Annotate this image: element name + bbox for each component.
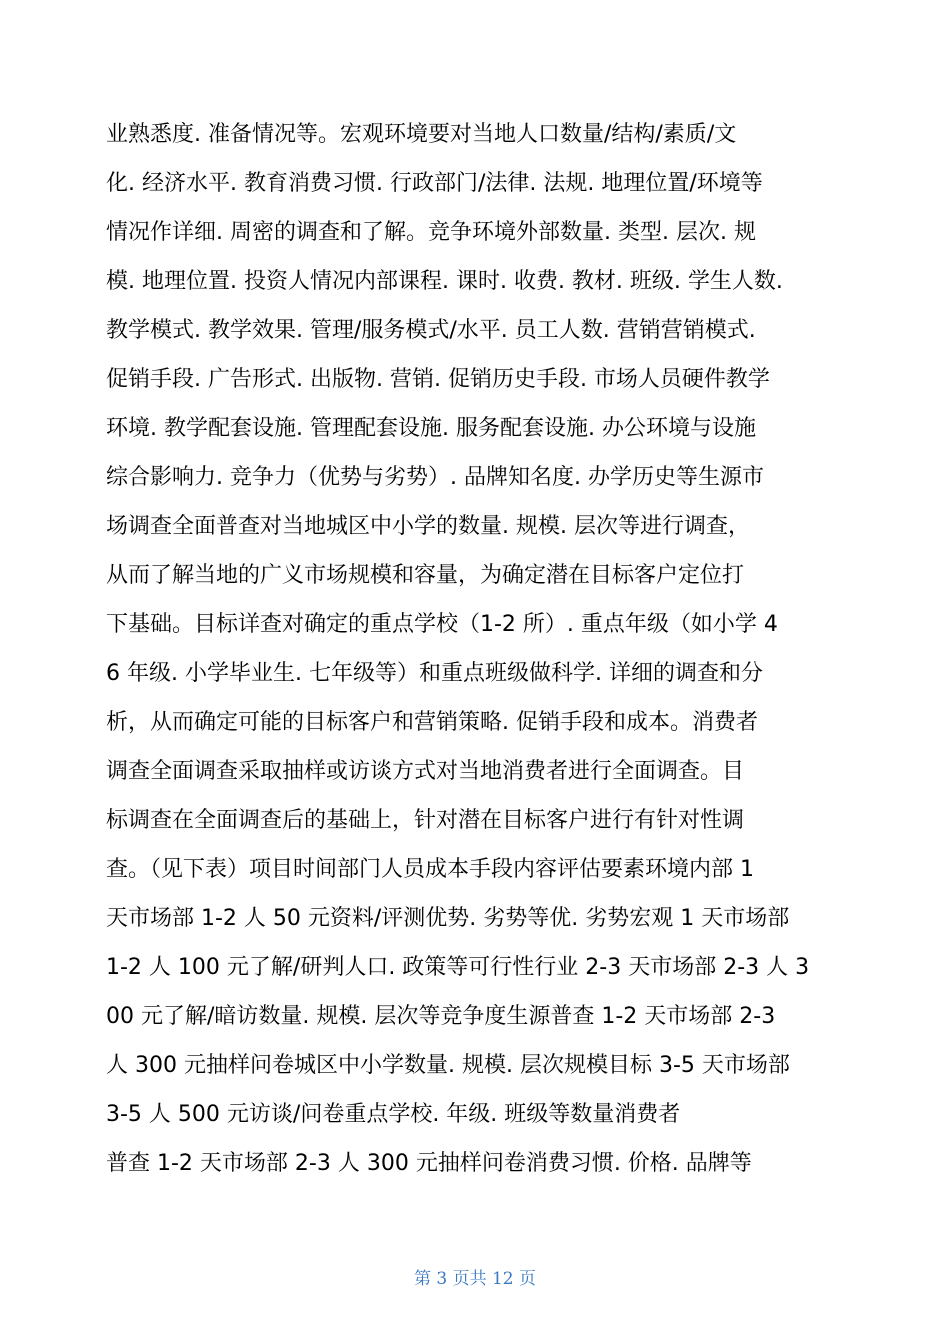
text-line: 综合影响力. 竞争力（优势与劣势）. 品牌知名度. 办学历史等生源市 [106, 465, 764, 490]
text-line: 普查 1-2 天市场部 2-3 人 300 元抽样问卷消费习惯. 价格. 品牌等 [106, 1151, 752, 1176]
text-line: 1-2 人 100 元了解/研判人口. 政策等可行性行业 2-3 天市场部 2-3 人 3 [106, 955, 810, 980]
text-line: 析，从而确定可能的目标客户和营销策略. 促销手段和成本。消费者 [106, 710, 758, 735]
text-line: 下基础。目标详查对确定的重点学校（1-2 所）. 重点年级（如小学 4 [106, 612, 778, 637]
text-line: 调查全面调查采取抽样或访谈方式对当地消费者进行全面调查。目 [106, 759, 745, 784]
text-line: 模. 地理位置. 投资人情况内部课程. 课时. 收费. 教材. 班级. 学生人数. [106, 269, 783, 294]
text-line: 业熟悉度. 准备情况等。宏观环境要对当地人口数量/结构/素质/文 [106, 122, 737, 147]
text-line: 标调查在全面调查后的基础上，针对潜在目标客户进行有针对性调 [106, 808, 745, 833]
document-body [106, 110, 846, 1188]
text-line: 天市场部 1-2 人 50 元资料/评测优势. 劣势等优. 劣势宏观 1 天市场部 [106, 906, 790, 931]
page-number-footer: 第 3 页共 12 页 [413, 1269, 537, 1289]
text-line: 情况作详细. 周密的调查和了解。竞争环境外部数量. 类型. 层次. 规 [106, 220, 756, 245]
text-line: 教学模式. 教学效果. 管理/服务模式/水平. 员工人数. 营销营销模式. [106, 318, 756, 343]
text-line: 促销手段. 广告形式. 出版物. 营销. 促销历史手段. 市场人员硬件教学 [106, 367, 770, 392]
text-line: 场调查全面普查对当地城区中小学的数量. 规模. 层次等进行调查， [106, 514, 750, 539]
text-line: 从而了解当地的广义市场规模和容量，为确定潜在目标客户定位打 [106, 563, 745, 588]
text-line: 00 元了解/暗访数量. 规模. 层次等竞争度生源普查 1-2 天市场部 2-3 [106, 1004, 776, 1029]
text-line: 6 年级. 小学毕业生. 七年级等）和重点班级做科学. 详细的调查和分 [106, 661, 763, 686]
text-line: 化. 经济水平. 教育消费习惯. 行政部门/法律. 法规. 地理位置/环境等 [106, 171, 763, 196]
text-line: 环境. 教学配套设施. 管理配套设施. 服务配套设施. 办公环境与设施 [106, 416, 756, 441]
text-line: 3-5 人 500 元访谈/问卷重点学校. 年级. 班级等数量消费者 [106, 1102, 681, 1127]
text-line: 人 300 元抽样问卷城区中小学数量. 规模. 层次规模目标 3-5 天市场部 [106, 1053, 790, 1078]
text-line: 查。（见下表）项目时间部门人员成本手段内容评估要素环境内部 1 [106, 857, 754, 882]
